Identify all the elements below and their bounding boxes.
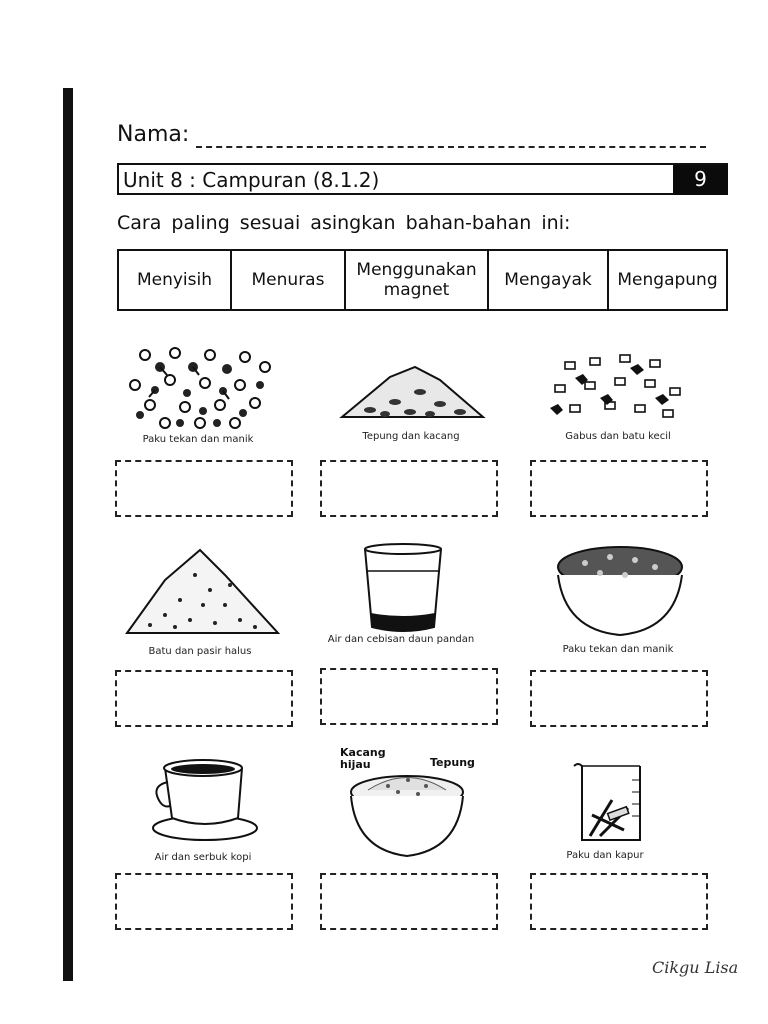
kacang-hijau-label: Kacang hijau xyxy=(340,746,386,771)
item-caption: Paku dan kapur xyxy=(566,850,644,861)
methods-table xyxy=(117,249,728,311)
method-cell-menuras: Menuras xyxy=(232,251,346,309)
name-label: Nama: xyxy=(117,122,190,147)
tepung-label: Tepung xyxy=(430,756,475,769)
beaker-of-nails-and-chalk-icon xyxy=(572,760,650,842)
method-cell-menggunakan-magnet: Menggunakan magnet xyxy=(346,251,489,309)
method-cell-mengapung: Mengapung xyxy=(617,270,718,290)
answer-box-7[interactable] xyxy=(115,873,293,930)
method-cell-menyisih: Menyisih xyxy=(119,251,232,309)
answer-box-9[interactable] xyxy=(530,873,708,930)
item-caption: Air dan cebisan daun pandan xyxy=(327,634,475,645)
answer-box-3[interactable] xyxy=(530,460,708,517)
item-caption: Batu dan pasir halus xyxy=(148,646,252,657)
item-caption: Paku tekan dan manik xyxy=(562,644,674,655)
coffee-cup-icon xyxy=(150,758,260,843)
signature: Cikgu Lisa xyxy=(652,958,739,977)
bowl-of-flour-and-beans-icon xyxy=(348,770,466,858)
page-number-badge: 9 xyxy=(673,165,728,195)
name-input-line[interactable] xyxy=(196,146,706,148)
answer-box-2[interactable] xyxy=(320,460,498,517)
bowl-of-beads-icon xyxy=(555,545,685,640)
left-margin-bar xyxy=(63,88,73,981)
unit-title: Unit 8 : Campuran (8.1.2) xyxy=(123,168,380,192)
glass-of-water-icon xyxy=(362,543,444,633)
item-caption: Paku tekan dan manik xyxy=(142,434,254,445)
answer-box-8[interactable] xyxy=(320,873,498,930)
flour-and-nuts-pile-icon xyxy=(340,362,485,422)
answer-box-4[interactable] xyxy=(115,670,293,727)
answer-box-6[interactable] xyxy=(530,670,708,727)
stones-and-sand-pile-icon xyxy=(125,545,280,640)
item-caption: Gabus dan batu kecil xyxy=(565,431,671,442)
cork-and-pebbles-icon xyxy=(545,350,690,425)
method-cell-mengayak: Mengayak xyxy=(489,251,609,309)
answer-box-1[interactable] xyxy=(115,460,293,517)
item-caption: Air dan serbuk kopi xyxy=(154,852,252,863)
pins-and-beads-icon xyxy=(125,345,275,430)
item-caption: Tepung dan kacang xyxy=(362,431,460,442)
answer-box-5[interactable] xyxy=(320,668,498,725)
instruction-text: Cara paling sesuai asingkan bahan-bahan ini: xyxy=(117,212,571,234)
